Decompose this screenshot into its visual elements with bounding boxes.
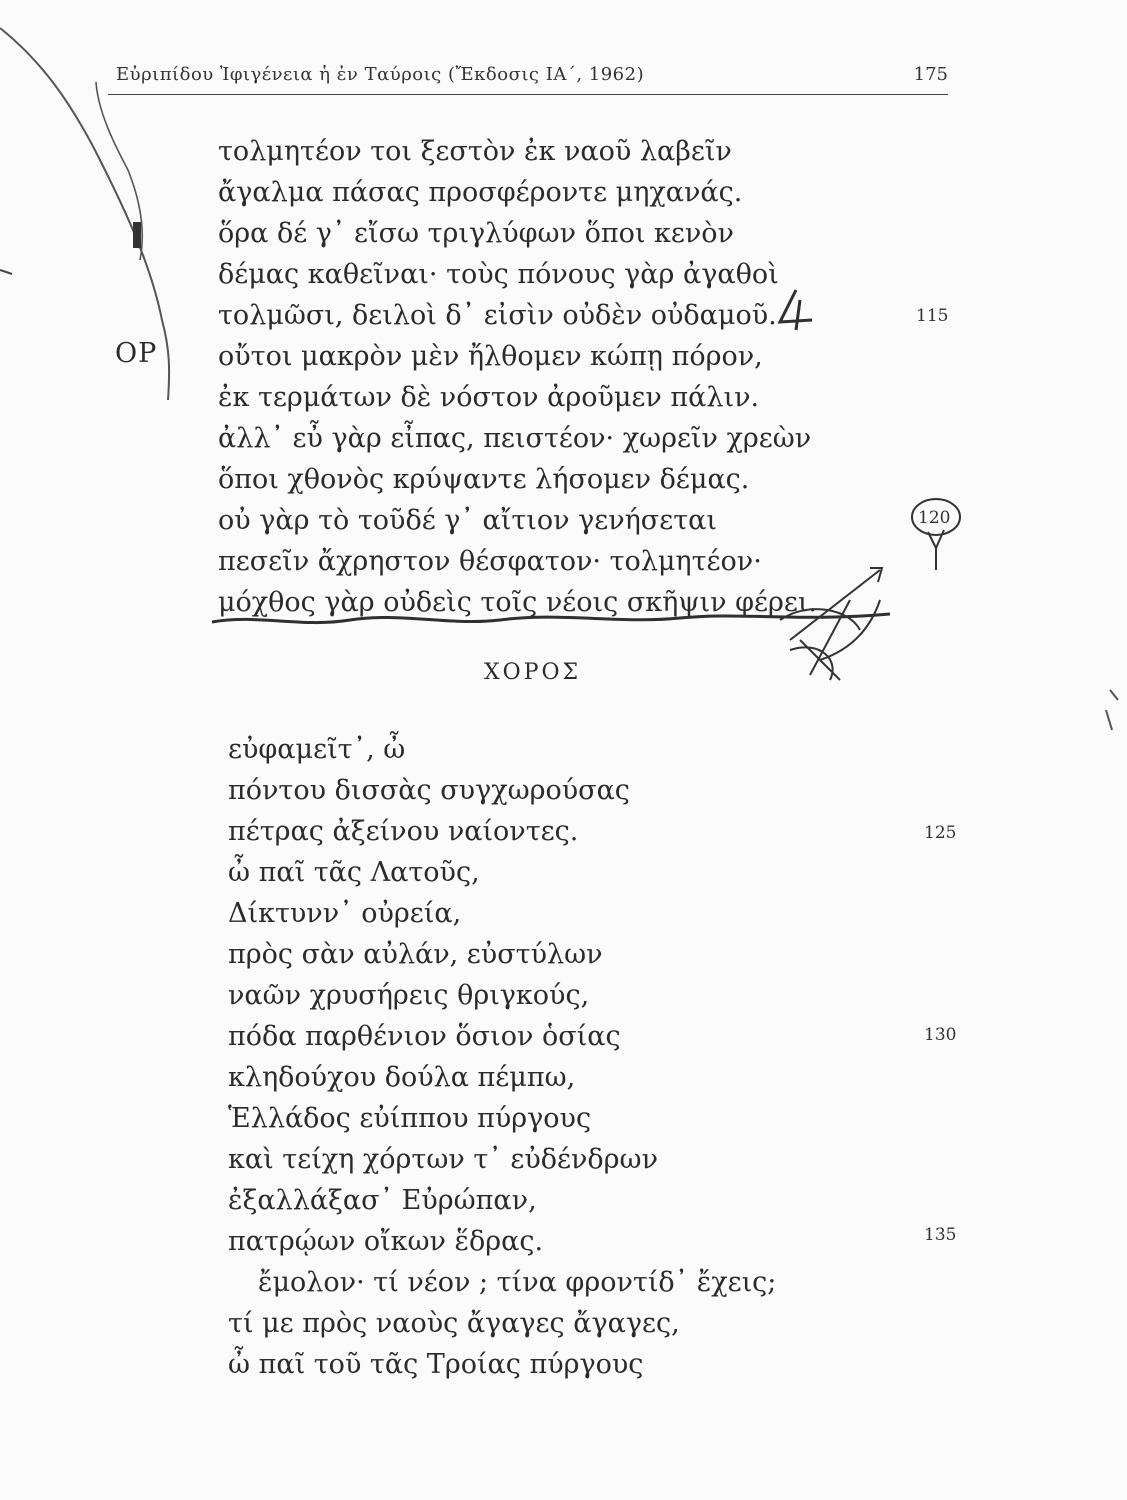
- verse-line: εὐφαμεῖτ᾽, ὦ: [228, 734, 406, 765]
- verse-line: οὐ γὰρ τὸ τοῦδέ γ᾽ αἴτιον γενήσεται: [218, 505, 717, 536]
- verse-line: ἄγαλμα πάσας προσφέροντε μηχανάς.: [218, 177, 743, 208]
- verse-line: τολμῶσι, δειλοὶ δ᾽ εἰσὶν οὐδὲν οὐδαμοῦ.: [218, 300, 777, 331]
- verse-line: ἔμολον· τί νέον ; τίνα φροντίδ᾽ ἔχεις;: [258, 1267, 777, 1298]
- running-title: Εὐριπίδου Ἰφιγένεια ἡ ἐν Ταύροις (Ἔκδοσις ΙΑ΄, 1962): [116, 64, 645, 85]
- line-number: 125: [924, 823, 957, 843]
- margin-ink-smudge: [133, 222, 141, 248]
- line-number-circled: 120: [918, 508, 951, 528]
- verse-line: ὅρα δέ γ᾽ εἴσω τριγλύφων ὅποι κενὸν: [218, 218, 734, 249]
- verse-line: ἐξαλλάξασ᾽ Εὐρώπαν,: [228, 1185, 537, 1216]
- verse-line: καὶ τείχη χόρτων τ᾽ εὐδένδρων: [228, 1144, 658, 1175]
- edge-tick: [1110, 690, 1118, 700]
- verse-line: πεσεῖν ἄχρηστον θέσφατον· τολμητέον·: [218, 546, 762, 577]
- verse-line: ὦ παῖ τᾶς Λατοῦς,: [228, 857, 480, 888]
- verse-line: πόντου δισσὰς συγχωρούσας: [228, 775, 630, 806]
- verse-line: ἐκ τερμάτων δὲ νόστον ἀροῦμεν πάλιν.: [218, 382, 760, 413]
- circle-around-120: [912, 499, 960, 535]
- verse-line: τί με πρὸς ναοὺς ἄγαγες ἄγαγες,: [228, 1308, 680, 1339]
- verse-line: ὅποι χθονὸς κρύψαντε λήσομεν δέμας.: [218, 464, 750, 495]
- verse-line: πέτρας ἀξείνου ναίοντες.: [228, 816, 579, 847]
- verse-line: πόδα παρθένιον ὅσιον ὁσίας: [228, 1021, 621, 1052]
- verse-line: πρὸς σὰν αὐλάν, εὐστύλων: [228, 939, 603, 970]
- verse-line: ὦ παῖ τοῦ τᾶς Τροίας πύργους: [228, 1349, 644, 1380]
- page-number: 175: [913, 64, 948, 85]
- verse-line: κληδούχου δούλα πέμπω,: [228, 1062, 576, 1093]
- line-number: 135: [924, 1225, 957, 1245]
- verse-line: ναῶν χρυσήρεις θριγκούς,: [228, 980, 590, 1011]
- verse-line: ἀλλ᾽ εὖ γὰρ εἶπας, πειστέον· χωρεῖν χρεὼν: [218, 423, 812, 454]
- speaker-mark-orestes: ΟΡ: [115, 338, 158, 369]
- verse-line-underlined: μόχθος γὰρ οὐδεὶς τοῖς νέοις σκῆψιν φέρει.: [218, 587, 817, 618]
- verse-line: οὔτοι μακρὸν μὲν ἤλθομεν κώπῃ πόρον,: [218, 341, 763, 372]
- handwritten-four: [780, 290, 812, 330]
- edge-tick: [1106, 710, 1112, 730]
- verse-line: δέμας καθεῖναι· τοὺς πόνους γὰρ ἀγαθοὶ: [218, 259, 779, 290]
- line-number: 115: [916, 306, 949, 326]
- verse-line: Δίκτυνν᾽ οὐρεία,: [228, 898, 462, 929]
- chorus-heading: ΧΟΡΟΣ: [484, 660, 582, 685]
- verse-line: Ἑλλάδος εὐίππου πύργους: [228, 1103, 592, 1134]
- verse-line: πατρῴων οἴκων ἕδρας.: [228, 1226, 544, 1257]
- line-number: 130: [924, 1025, 957, 1045]
- verse-line: τολμητέον τοι ξεστὸν ἐκ ναοῦ λαβεῖν: [218, 136, 732, 167]
- margin-pencil-stroke: [0, 28, 169, 400]
- scribble-arrows: [780, 568, 882, 680]
- margin-tick: [0, 270, 12, 274]
